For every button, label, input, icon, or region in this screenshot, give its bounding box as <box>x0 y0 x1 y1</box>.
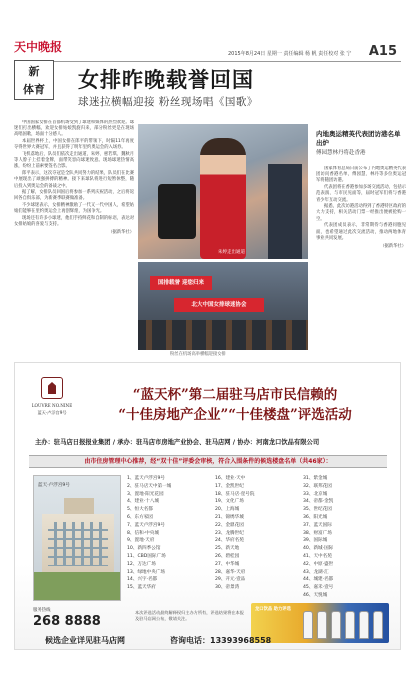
candidate-item: 2、驻马店天中第一城 <box>127 483 172 489</box>
ad-footer-website: 候选企业详见驻马店网 <box>45 636 125 645</box>
sidebar-paragraph: 国家体育总局日前公布了内地奥运精英代表团访问香港名单，傅园慧、林丹等多位奥运冠军将随团访港。 <box>316 166 406 184</box>
candidate-item: 4、建业·十八城 <box>127 499 159 505</box>
hotline-label: 服务热线 <box>33 608 51 613</box>
candidate-item: 3、置地·阳光花园 <box>127 491 164 497</box>
bottle-icon <box>345 611 355 639</box>
bottle-icon <box>359 611 369 639</box>
sponsor-product-image <box>251 603 389 643</box>
headline: 女排昨晚载誉回国 <box>78 67 254 92</box>
ad-note: 本次评选活动最终解释权归主办方所有，评选结果将在本报及驻马店网公布，敬请关注。 <box>135 610 244 621</box>
candidate-item: 46、天悦城 <box>303 592 328 598</box>
candidate-item: 27、中华城 <box>215 561 240 567</box>
article-byline: （据新华社） <box>108 230 134 236</box>
photo-player-shape <box>200 138 246 259</box>
candidate-item: 9、置地·天府 <box>127 538 155 544</box>
candidate-item: 32、联邦花园 <box>303 483 332 489</box>
hotline-box <box>33 607 133 629</box>
sidebar-headline: 内地奥运精英代表团访港名单出炉 <box>316 130 401 147</box>
candidate-item: 16、建业·天中 <box>215 476 246 481</box>
main-photo-caption: 朱婷走出通道 <box>218 250 245 255</box>
candidate-item: 17、金凯世纪 <box>215 483 244 489</box>
candidate-item: 1、蓝天卢浮宫9号 <box>127 476 166 481</box>
candidate-item: 35、世纪花园 <box>303 507 332 513</box>
candidate-item: 18、驻马店·壹号院 <box>215 491 255 497</box>
crowd-photo <box>138 262 308 350</box>
article-paragraph: 本届世界杯上，中国女排在郎平的带领下，时隔11年再度夺得世界大赛冠军，并且获得了明年里约奥运会的入场券。 <box>14 139 134 151</box>
advertisement <box>14 362 401 650</box>
candidate-item: 13、绿地中央广场 <box>127 569 166 575</box>
candidate-item: 36、阳光城 <box>303 514 328 520</box>
sidebar-paragraph: 代表团成员表示，非常期待与香港同胞见面，也希望通过此次交流活动，推动两地体育事业共同发展。 <box>316 223 406 241</box>
candidate-item: 21、锦绣华城 <box>215 514 244 520</box>
main-photo <box>138 124 308 259</box>
candidate-item: 33、北京城 <box>303 491 328 497</box>
ad-candidate-bar-text: 由市住房管理中心推荐，经“双十佳”评委会审核，符合入围条件的候选楼盘名单（共46家）： <box>84 458 332 465</box>
candidate-item: 8、信和·中央城 <box>127 530 159 536</box>
section-label-top: 新 <box>28 65 40 78</box>
sidebar-subheadline: 傅园慧林丹将赴香港 <box>316 150 366 156</box>
candidate-item: 28、嘉华·天府 <box>215 569 246 575</box>
candidate-item: 23、龙腾世纪 <box>215 530 244 536</box>
candidate-item: 29、开元·壹品 <box>215 577 246 583</box>
candidate-item: 25、新天地 <box>215 546 240 552</box>
bottle-icon <box>331 611 341 639</box>
candidate-item: 14、兴宇·名都 <box>127 577 158 583</box>
candidate-column <box>215 475 303 592</box>
candidate-item: 7、蓝天卢浮宫9号 <box>127 522 166 528</box>
page-number: A15 <box>368 44 397 59</box>
crowd-photo-caption: 粉丝在机场高举横幅迎接女排 <box>170 352 226 357</box>
candidate-item: 26、碧桂园 <box>215 553 240 559</box>
candidate-item: 31、紫金城 <box>303 476 328 481</box>
candidate-item: 37、蓝天国际 <box>303 522 332 528</box>
ad-title-line2: “十佳房地产企业”“十佳楼盘”评选活动 <box>118 407 352 423</box>
photo-bystander-shape <box>268 164 302 259</box>
candidate-item: 10、新四季公馆 <box>127 546 161 552</box>
article-paragraph: 飞机落地后，队员们依次走出通道，朱婷、惠若琪、魏秋月等人脖子上挂着金牌，面带笑容向球迷致意。现场球迷热情高涨，纷纷上前索要签名合影。 <box>14 152 134 170</box>
bottle-icon <box>373 611 383 639</box>
photo-bag-shape <box>158 184 196 239</box>
article-paragraph: 郎平表示，这次夺冠是全队共同努力的结果，队员们在比赛中展现出了顽强拼搏的精神。接下来球队将进行短暂休整，随后投入到奥运会的备战之中。 <box>14 171 134 189</box>
lawn-shape <box>34 572 121 600</box>
ad-logo-chinese: 蓝天·卢浮宫9号 <box>37 410 67 415</box>
candidate-item: 34、帝都·金凯 <box>303 499 334 505</box>
candidate-column <box>127 475 215 592</box>
candidate-item: 12、万达广场 <box>127 561 156 567</box>
bottle-icon <box>317 611 327 639</box>
sidebar-paragraph: 据悉，此次访港活动得到了香港特区政府的大力支持，相关活动门票一经推出便被抢购一空。 <box>316 204 406 222</box>
candidate-item: 19、文化广场 <box>215 499 244 505</box>
section-label-bottom: 体育 <box>23 83 45 96</box>
ad-candidate-bar <box>29 455 387 468</box>
hotline-number: 268 8888 <box>33 614 101 629</box>
article-paragraph: 现场还有许多小球迷，他们手持鲜花和自制的标语，表达对女排姑娘的喜爱与支持。 <box>14 216 134 228</box>
article-paragraph: 不少球迷表示，女排精神激励了一代又一代中国人，希望姑娘们能够在里约奥运会上再创辉煌，为国争光。 <box>14 203 134 215</box>
photo-banner: 北大中国女排球迷协会 <box>174 298 264 312</box>
sidebar-byline: （据新华社） <box>380 243 406 249</box>
bottle-icon <box>303 611 313 639</box>
top-rule <box>14 61 401 62</box>
ad-photo-caption: 蓝天·卢浮宫9号 <box>38 483 70 488</box>
candidate-column <box>303 475 391 600</box>
sidebar-paragraph: 代表团将在香港参加多场交流活动，包括示范表演、与市民见面等，届时冠军们将与香港青少年互动交流。 <box>316 185 406 203</box>
ad-organizers: 主办：驻马店日报报业集团 / 承办：驻马店市房地产业协会、驻马店网 / 协办：河南龙口饮品有限公司 <box>35 439 320 446</box>
subheadline: 球迷拉横幅迎接 粉丝现场唱《国歌》 <box>78 96 258 108</box>
candidate-item: 30、帝景湾 <box>215 585 240 591</box>
candidate-item: 40、新城·国际 <box>303 546 334 552</box>
sponsor-label: 龙口饮品 助力评选 <box>255 607 291 612</box>
candidate-item: 11、CBD国际广场 <box>127 553 166 559</box>
candidate-item: 44、城建·名都 <box>303 577 334 583</box>
candidate-item: 24、华府名苑 <box>215 538 244 544</box>
candidate-item: 22、金鼎花园 <box>215 522 244 528</box>
candidate-item: 6、东方家园 <box>127 514 153 520</box>
photo-crowd-shape <box>138 320 308 350</box>
candidate-item: 45、嘉禾·壹号 <box>303 585 334 591</box>
candidate-item: 41、天中名苑 <box>303 553 332 559</box>
candidate-item: 20、上海城 <box>215 507 240 513</box>
ad-building-photo <box>33 475 121 601</box>
dateline: 2015年8月24日 星期一 责任编辑 杨 帆 责任校对 张 宁 <box>228 51 352 57</box>
sidebar-body <box>316 166 406 352</box>
section-label <box>14 60 54 100</box>
louvre-logo-icon <box>41 377 63 399</box>
candidate-list <box>127 475 389 601</box>
ad-logo-english: LOUVRE NO.NINE <box>31 403 73 408</box>
candidate-item: 39、国际城 <box>303 538 328 544</box>
ad-footer-phone: 咨询电话：13393968558 <box>170 636 272 645</box>
photo-banner: 国排载誉 迎您归来 <box>150 276 212 290</box>
article-paragraph: 中国国家女排在首都机场受到了球迷和媒体的热烈欢迎。球迷们打出横幅，欢迎女排姑娘凯旋归来，部分粉丝更是在现场高唱国歌，场面十分感人。 <box>14 120 134 138</box>
candidate-item: 5、恒大名都 <box>127 507 153 513</box>
building-windows-shape <box>48 522 108 566</box>
newspaper-logo: 天中晚报 <box>14 40 63 54</box>
article-body <box>14 120 134 350</box>
article-paragraph: 据了解，女排队员回国后将参加一系列庆祝活动，之后将返回各自俱乐部，为新赛季联赛做准备。 <box>14 190 134 202</box>
candidate-item: 15、蓝天华府 <box>127 585 156 591</box>
candidate-item: 42、中原·盛世 <box>303 561 334 567</box>
ad-title-line1: “蓝天杯”第二届驻马店市民信赖的 <box>132 387 338 403</box>
candidate-item: 38、财富广场 <box>303 530 332 536</box>
candidate-item: 43、龙湖·汇 <box>303 569 329 575</box>
